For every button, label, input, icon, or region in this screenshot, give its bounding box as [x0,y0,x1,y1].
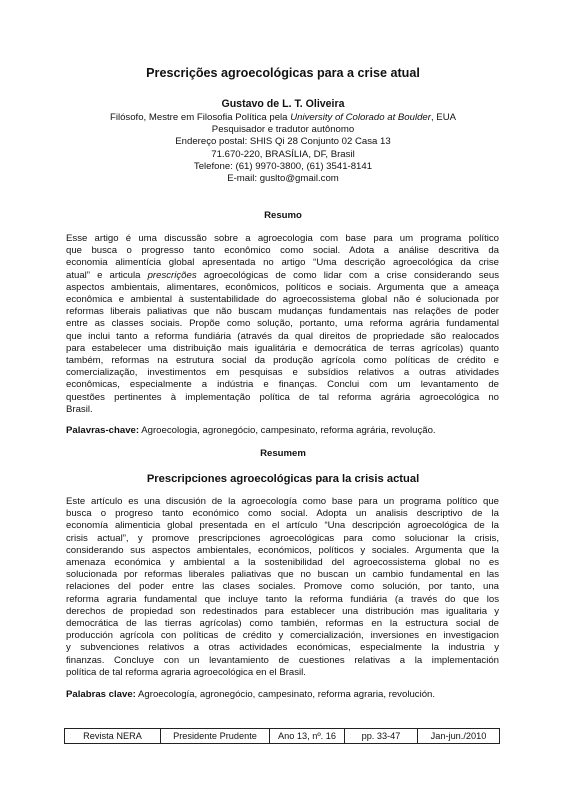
paragraph-line: Brasil. [66,403,93,415]
resumem-title: Prescripciones agroecológicas para la crisis actual [146,473,420,485]
paragraph-line: Este artículo es una discusión de la agroecología como base para un programa político que [66,496,499,507]
paragraph-line: economía alimenticia global presentada en el artículo “Una descripción agroecológica de la [66,520,499,532]
paragraph-line: atual” e articula prescrições agroecológicas de como lidar com a crise considerando seus [66,269,499,281]
paragraph-line: solucionada por reformas liberales paliativas que no buscan un cambio fundamental en las [66,569,499,581]
affiliation-text: Filósofo, Mestre em Filosofia Política pela [109,112,291,123]
paragraph-line: producción agrícola con políticas de crédito y comercialización, inversiones en investigacion [66,630,499,642]
paragraph-line: busca o progreso tanto económico como social. Adopta un analisis descriptivo de la [66,508,499,520]
paragraph-line: para estabelecer uma distribuição mais igualitária e democrática de terras agrícolas) quanto [66,342,499,354]
paragraph-line: aspectos ambientais, alimentares, econômicos, políticos e sociais. Argumenta que a ameaça [66,281,499,293]
author-phone: Telefone: (61) 9970-3800, (61) 3541-8141 [193,160,373,172]
paragraph-line: y subvenciones relativos a otras actividades económicas, especialmente la industria y [66,642,499,654]
paragraph-line: derechos de propiedad son redestinados para establecer una distribución mas igualitaria y [66,605,499,617]
paragraph-line: considerando sus aspectos ambientales, económicos, políticos y sociales. Argumenta que la [66,544,499,556]
paragraph-line: economia alimentícia global apresentada no artigo “Uma descrição agroecológica da crise [66,257,499,269]
footer-journal: Revista NERA [65,729,161,743]
paragraph-line: finanzas. Concluye con un levantamiento de cuestiones relativas a la implementación [66,654,499,666]
resumo-paragraph [66,233,499,416]
paragraph-line: econômicas, especialmente a indústria e finanças. Conclui com um levantamento de [66,379,499,391]
resumo-heading: Resumo [264,210,302,221]
paragraph-line: que inclui tanto a reforma fundiária (através da qual direitos de propriedade são realocados [66,330,499,342]
author-email: E-mail: guslto@gmail.com [227,173,339,185]
keywords-text: Agroecología, agronegócio, campesinato, reforma agraria, revolución. [135,689,436,700]
resumem-paragraph [66,496,499,679]
author-city: 71.670-220, BRASÍLIA, DF, Brasil [211,148,355,160]
footer-issue: Ano 13, nº. 16 [270,729,345,743]
paragraph-line: reformas liberais paliativas que não buscam mudanças fundamentais nas relações de poder [66,306,499,318]
author-name: Gustavo de L. T. Oliveira [221,98,345,110]
paragraph-line: relaciones del poder entre las clases sociales. Promove como solución, por tanto, una [66,581,499,593]
paragraph-line: econômica e ambiental à sustentabilidade do agroecossistema global não é solucionada por [66,294,499,306]
paragraph-line: comercialização, investimentos em pesquisas e subsídios relativos a outras atividades [66,367,499,379]
keywords-label: Palabras clave: [66,689,136,700]
author-address: Endereço postal: SHIS Qi 28 Conjunto 02 Casa 13 [175,136,391,148]
author-role: Pesquisador e tradutor autônomo [211,124,355,136]
paragraph-line: entre as classes sociais. Propõe como solução, portanto, uma reforma agrária fundamental [66,318,499,330]
paragraph-line: amenaza económica y ambiental a la sostenibilidad del agroecossistema global no es [66,557,499,569]
affiliation-university: University of Colorado at Boulder [290,112,431,123]
paragraph-line: democrática de las tierras agrícolas) como también, reformas en la estructura social de [66,618,499,630]
footer-date: Jan-jun./2010 [430,731,487,741]
paragraph-line: política de tal reforma agraria agroecológica en el Brasil. [66,666,306,678]
author-affiliation [0,112,566,124]
paragraph-line: também, reformas na estrutura social da produção agrícola como políticas de crédito e [66,355,499,367]
paragraph-line: questões pertinentes à implementação política de tal reforma agrária agroecológica no [66,391,499,403]
keywords-label: Palavras-chave: [66,425,140,436]
footer-pages: pp. 33-47 [345,729,418,743]
paragraph-line: reforma agraria fundamental que incluye tanto la reforma fundiária (a través do que los [66,593,499,605]
palabras-clave [66,689,506,700]
paragraph-line: crisis actual”, y promove prescripciones agroecológicas para como solucionar la crisis, [66,532,499,544]
article-title: Prescrições agroecológicas para a crise atual [146,66,420,80]
palavras-chave [66,425,506,436]
journal-footer [64,728,500,744]
paragraph-line: que busca o progresso tanto econômico como social. Adota a análise descritiva da [66,245,499,257]
affiliation-country: , EUA [430,112,457,123]
author-affiliation-block [0,112,566,185]
keywords-text: Agroecologia, agronegócio, campesinato, reforma agrária, revolução. [139,425,436,436]
footer-city: Presidente Prudente [161,729,270,743]
resumem-heading: Resumem [260,448,306,459]
paragraph-line: Esse artigo é uma discussão sobre a agroecologia com base para um programa político [66,233,499,244]
